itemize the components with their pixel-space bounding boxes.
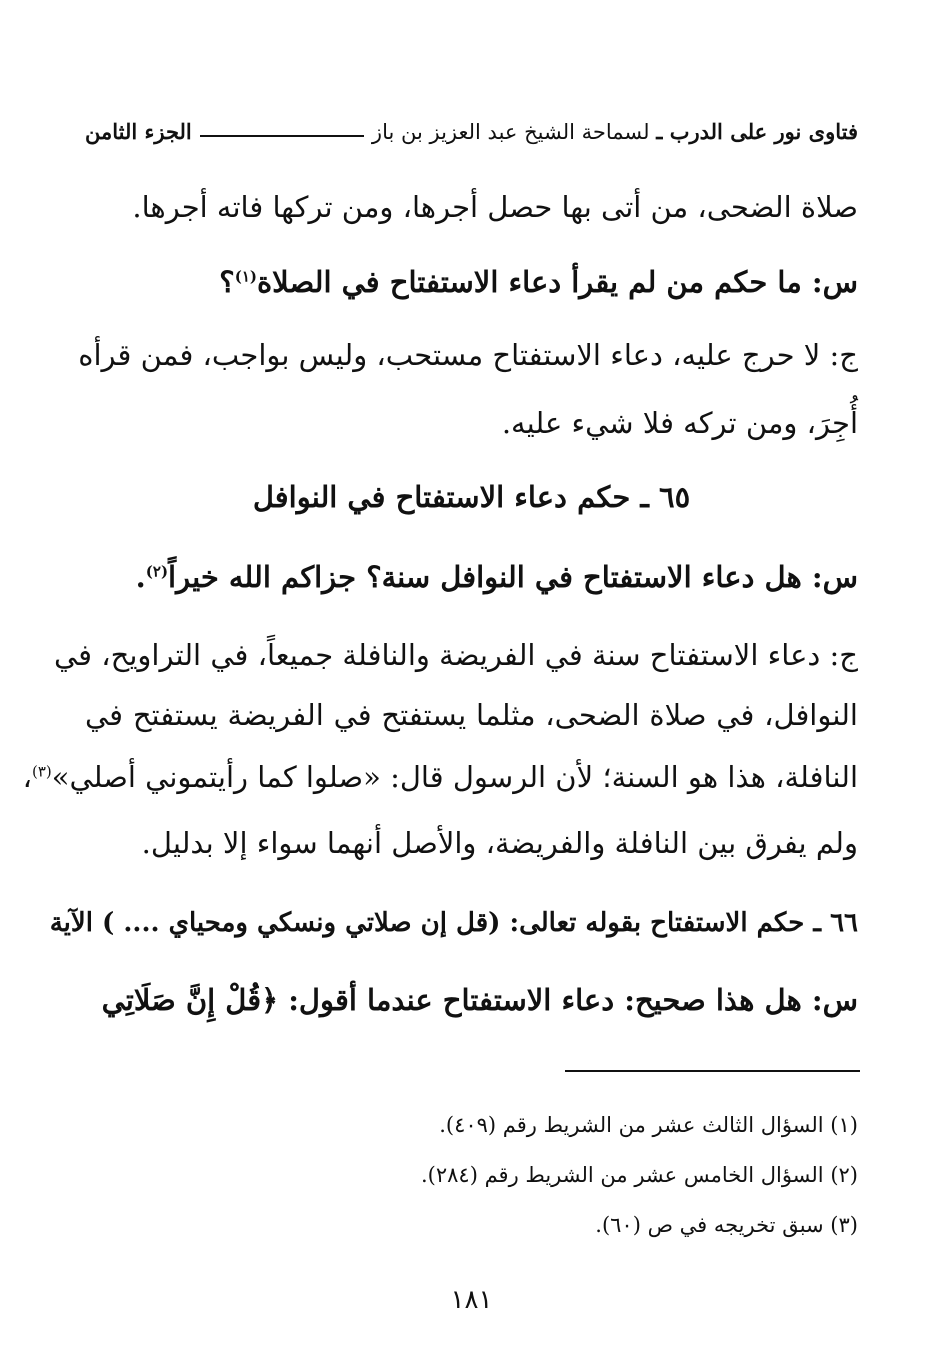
answer-2-line-3-end: ، (22, 760, 32, 794)
answer-2-line-3-text: النافلة، هذا هو السنة؛ لأن الرسول قال: «صلوا كما رأيتموني أصلي» (51, 760, 858, 794)
header-book-title (372, 112, 858, 152)
page-number: ١٨١ (450, 1285, 493, 1315)
footnote-2: (٢) السؤال الخامس عشر من الشريط رقم (٢٨٤). (420, 1163, 858, 1187)
question-2 (85, 552, 858, 602)
footnote-ref-2: (٢) (145, 562, 169, 581)
header-rule (200, 135, 364, 137)
footnote-ref-3: (٣) (31, 762, 52, 781)
question-1-text: س: ما حكم من لم يقرأ دعاء الاستفتاح في الصلاة (256, 265, 858, 299)
question-1-end: ؟ (219, 265, 235, 299)
answer-2-line-2: النوافل، في صلاة الضحى، مثلما يستفتح في الفريضة يستفتح في (85, 698, 858, 732)
answer-1-line-2: أُجِرَ، ومن تركه فلا شيء عليه. (501, 406, 858, 440)
body-line-1: صلاة الضحى، من أتى بها حصل أجرها، ومن تركها فاته أجرها. (132, 190, 858, 224)
question-2-text: س: هل دعاء الاستفتاح في النوافل سنة؟ جزاكم الله خيراً (168, 560, 858, 594)
answer-2-line-1: ج: دعاء الاستفتاح سنة في الفريضة والنافلة جميعاً، في التراويح، في (54, 638, 858, 672)
author-name: لسماحة الشيخ عبد العزيز بن باز (371, 120, 650, 144)
question-2-end: . (135, 560, 146, 594)
running-header (85, 112, 858, 152)
question-3: س: هل هذا صحيح: دعاء الاستفتاح عندما أقول: ﴿قُلْ إِنَّ صَلَاتِي (101, 983, 858, 1017)
book-title: فتاوى نور على الدرب ـ (656, 119, 858, 144)
footnote-ref-1: (١) (234, 267, 257, 286)
footnote-separator (565, 1070, 860, 1072)
footnote-3: (٣) سبق تخريجه في ص (٦٠). (595, 1213, 858, 1237)
answer-1-line-1: ج: لا حرج عليه، دعاء الاستفتاح مستحب، وليس بواجب، فمن قرأه (78, 338, 858, 372)
footnote-1: (١) السؤال الثالث عشر من الشريط رقم (٤٠٩). (439, 1113, 858, 1137)
question-1 (85, 257, 858, 307)
answer-2-line-4: ولم يفرق بين النافلة والفريضة، والأصل أنهما سواء إلا بدليل. (141, 826, 858, 860)
answer-2-line-3 (22, 752, 858, 802)
part-label: الجزء الثامن (85, 119, 192, 144)
section-heading-65: ٦٥ ـ حكم دعاء الاستفتاح في النوافل (252, 480, 691, 514)
section-heading-66: ٦٦ ـ حكم الاستفتاح بقوله تعالى: (قل إن صلاتي ونسكي ومحياي .... ) الآية (49, 908, 858, 938)
